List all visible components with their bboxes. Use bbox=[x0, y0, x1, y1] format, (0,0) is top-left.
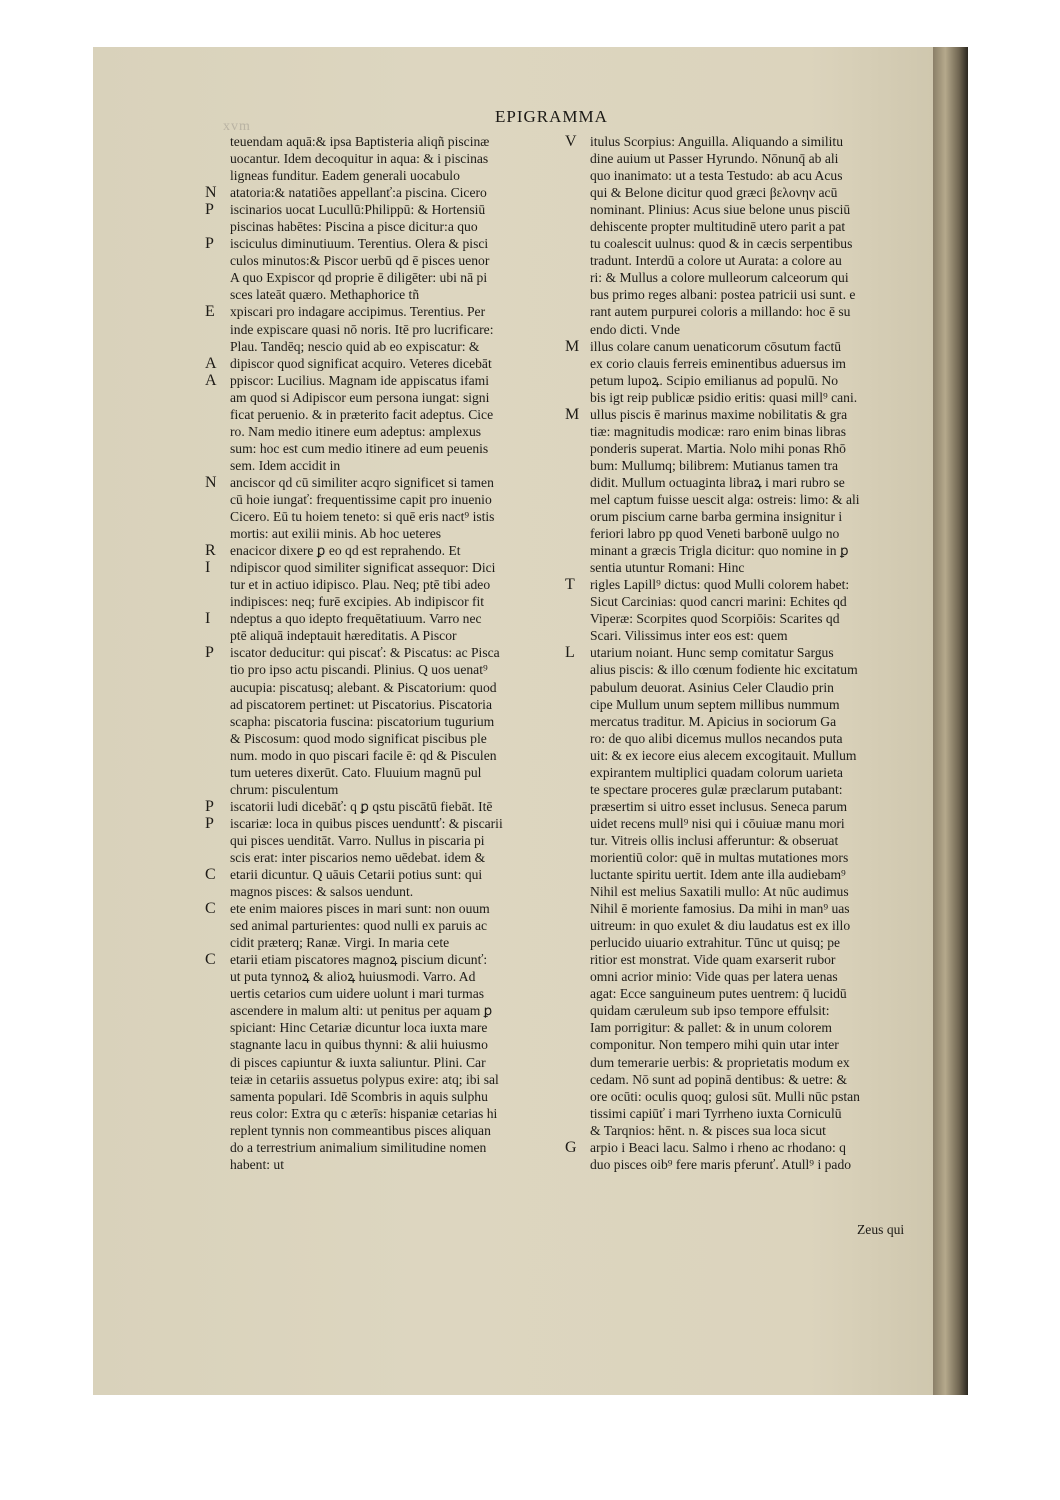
text-line bbox=[205, 713, 565, 730]
line-text: endo dicti. Vnde bbox=[590, 321, 680, 337]
text-line bbox=[205, 781, 565, 798]
text-line bbox=[565, 713, 930, 730]
line-text: tu coalescit uulnus: quod & in cæcis serpentibus bbox=[590, 236, 853, 252]
line-text: rant autem purpurei coloris a millando: hoc ē su bbox=[590, 304, 851, 320]
text-line bbox=[205, 1002, 565, 1019]
text-line bbox=[205, 883, 565, 900]
text-line bbox=[565, 321, 930, 338]
line-text: ritior est monstrat. Vide quam exarserit rubor bbox=[590, 952, 836, 968]
text-line bbox=[205, 235, 565, 252]
text-line bbox=[205, 252, 565, 269]
line-text: do a terrestrium animalium similitudine nomen bbox=[230, 1139, 487, 1155]
line-text: mortis: aut exilii minis. Ab hoc ueteres bbox=[230, 526, 442, 542]
text-line bbox=[205, 832, 565, 849]
line-text: dine auium ut Passer Hyrundo. Nōnunq̄ ab ali bbox=[590, 151, 839, 167]
initial-letter: E bbox=[205, 303, 215, 321]
line-text: stagnante lacu in quibus thynni: & alii huiusmo bbox=[230, 1037, 488, 1053]
line-text: ppiscor: Lucilius. Magnam ide appiscatus ifami bbox=[230, 372, 489, 388]
line-text: uit: & ex iecore eius alecem excogitauit. Mullum bbox=[590, 747, 857, 763]
text-line bbox=[205, 696, 565, 713]
text-line bbox=[565, 389, 930, 406]
initial-letter: M bbox=[565, 337, 580, 355]
initial-letter: C bbox=[205, 866, 216, 884]
line-text: utarium noiant. Hunc semp comitatur Sargus bbox=[590, 645, 834, 661]
text-line bbox=[565, 985, 930, 1002]
line-text: piscinas habētes: Piscina a pisce dicitur:a quo bbox=[230, 219, 478, 235]
text-line bbox=[565, 764, 930, 781]
line-text: dehiscente propter multitudinē utero parit a pat bbox=[590, 219, 846, 235]
initial-letter: M bbox=[565, 405, 580, 423]
text-line bbox=[565, 167, 930, 184]
line-text: præsertim si uitro esset inclusus. Seneca parum bbox=[590, 798, 848, 814]
initial-letter: I bbox=[205, 559, 211, 577]
initial-letter: A bbox=[205, 371, 217, 389]
line-text: ponderis superat. Martia. Nolo mihi ponas Rhō bbox=[590, 440, 846, 456]
text-line bbox=[565, 184, 930, 201]
line-text: iscariæ: loca in quibus pisces uenduntť: & piscarii bbox=[230, 815, 503, 831]
text-line bbox=[205, 644, 565, 661]
line-text: sum: hoc est cum medio itinere ad eum peuenis bbox=[230, 440, 489, 456]
line-text: am quod si Adipiscor eum persona iungat: signi bbox=[230, 389, 490, 405]
line-text: duo pisces oib⁹ fere maris pferunť. Atull⁹ i pado bbox=[590, 1156, 852, 1172]
line-text: tur et in actiuo idipisco. Plau. Neq; ptē tibi adeo bbox=[230, 577, 491, 593]
line-text: tissimi capiūť i mari Tyrrheno iuxta Corniculū bbox=[590, 1105, 842, 1121]
line-text: teiæ in cetariis assuetus polypus exire: atq; ibi sal bbox=[230, 1071, 499, 1087]
text-line bbox=[205, 951, 565, 968]
line-text: aucupia: piscatusq; alebant. & Piscatorium: quod bbox=[230, 679, 497, 695]
line-text: magnos pisces: & salsos uendunt. bbox=[230, 884, 414, 900]
text-line bbox=[205, 321, 565, 338]
line-text: uidet recens mull⁹ nisi qui i cōuiuæ manu mori bbox=[590, 815, 845, 831]
text-line bbox=[205, 457, 565, 474]
line-text: num. modo in quo piscari facile ē: qd & Pisculen bbox=[230, 747, 497, 763]
text-line bbox=[565, 338, 930, 355]
initial-letter: N bbox=[205, 184, 217, 202]
line-text: uertis cetarios cum uidere uolunt i mari turmas bbox=[230, 986, 485, 1002]
initial-letter: N bbox=[205, 473, 217, 491]
line-text: agat: Ecce sanguineum putes uentrem: q̄ lucidū bbox=[590, 986, 847, 1002]
line-text: Iam porrigitur: & pallet: & in unum colorem bbox=[590, 1020, 832, 1036]
initial-letter: P bbox=[205, 644, 214, 662]
text-line bbox=[565, 832, 930, 849]
text-line bbox=[565, 303, 930, 320]
text-line bbox=[205, 372, 565, 389]
text-line bbox=[205, 355, 565, 372]
line-text: spiciant: Hinc Cetariæ dicuntur loca iuxta mare bbox=[230, 1020, 488, 1036]
text-line bbox=[205, 525, 565, 542]
text-line bbox=[205, 985, 565, 1002]
line-text: anciscor qd cū similiter acqro significet si tamen bbox=[230, 474, 494, 490]
line-text: dipiscor quod significat acquiro. Veteres dicebāt bbox=[230, 355, 492, 371]
line-text: tio pro ipso actu piscandi. Plinius. Q uos uenat⁹ bbox=[230, 662, 488, 678]
text-line bbox=[565, 269, 930, 286]
text-line bbox=[565, 679, 930, 696]
text-line bbox=[565, 252, 930, 269]
text-line bbox=[205, 423, 565, 440]
initial-letter: I bbox=[205, 610, 211, 628]
text-line bbox=[205, 167, 565, 184]
scanned-page-frame bbox=[93, 47, 968, 1395]
text-line bbox=[205, 440, 565, 457]
text-line bbox=[565, 1054, 930, 1071]
line-text: ete enim maiores pisces in mari sunt: non ouum bbox=[230, 901, 490, 917]
line-text: minant a græcis Trigla dicitur: quo nomine in ꝑ bbox=[590, 543, 849, 559]
text-line bbox=[565, 627, 930, 644]
left-text-column bbox=[205, 133, 565, 1173]
text-line bbox=[205, 917, 565, 934]
text-line bbox=[565, 1036, 930, 1053]
text-line bbox=[205, 201, 565, 218]
running-header: EPIGRAMMA bbox=[495, 107, 608, 126]
text-line bbox=[205, 269, 565, 286]
catchword: Zeus qui bbox=[857, 1222, 905, 1237]
text-line bbox=[565, 508, 930, 525]
text-line bbox=[205, 338, 565, 355]
text-line bbox=[565, 355, 930, 372]
line-text: cedam. Nō sunt ad popinā dentibus: & uetre: & bbox=[590, 1071, 848, 1087]
line-text: ri: & Mullus a colore mulleorum calceorum qui bbox=[590, 270, 849, 286]
text-line bbox=[205, 474, 565, 491]
line-text: di pisces capiuntur & iuxta saliuntur. Plini. Car bbox=[230, 1054, 486, 1070]
text-line bbox=[205, 1156, 565, 1173]
line-text: samenta populari. Idē Scombris in aquis sulphu bbox=[230, 1088, 488, 1104]
text-line bbox=[205, 542, 565, 559]
text-line bbox=[565, 798, 930, 815]
text-line bbox=[205, 934, 565, 951]
line-text: ut puta tynnoꝝ & alioꝝ huiusmodi. Varro. Ad bbox=[230, 969, 476, 985]
line-text: tur. Vitreis ollis inclusi afferuntur: & obseruat bbox=[590, 832, 839, 848]
line-text: isciculus diminutiuum. Terentius. Olera & pisci bbox=[230, 236, 489, 252]
line-text: habent: ut bbox=[230, 1156, 284, 1172]
text-line bbox=[205, 286, 565, 303]
line-text: mercatus traditur. M. Apicius in sociorum Ga bbox=[590, 713, 837, 729]
line-text: qui pisces uenditāt. Varro. Nullus in piscaria pi bbox=[230, 832, 485, 848]
text-line bbox=[565, 730, 930, 747]
line-text: ndipiscor quod similiter significat assequor: Dici bbox=[230, 560, 496, 576]
text-line bbox=[565, 1088, 930, 1105]
line-text: uocantur. Idem decoquitur in aqua: & i piscinas bbox=[230, 151, 489, 167]
text-line bbox=[565, 661, 930, 678]
text-line bbox=[565, 610, 930, 627]
line-text: Sicut Carcinias: quod cancri marini: Echites qd bbox=[590, 594, 847, 610]
text-line bbox=[565, 849, 930, 866]
text-line bbox=[565, 150, 930, 167]
text-line bbox=[565, 491, 930, 508]
line-text: didit. Mullum octuaginta libraꝝ i mari rubro se bbox=[590, 474, 845, 490]
text-line bbox=[205, 610, 565, 627]
line-text: ascendere in malum alti: ut penitus per aquam ꝑ bbox=[230, 1003, 493, 1019]
line-text: ex corio clauis ferreis eminentibus aduersus im bbox=[590, 355, 846, 371]
text-line bbox=[205, 184, 565, 201]
text-line bbox=[205, 627, 565, 644]
faint-folio-mark: xvm bbox=[223, 119, 251, 134]
text-line bbox=[565, 576, 930, 593]
line-text: uitreum: in quo exulet & diu laudatus est ex illo bbox=[590, 918, 851, 934]
text-line bbox=[565, 934, 930, 951]
line-text: tradunt. Interdū a colore ut Aurata: a colore au bbox=[590, 253, 842, 269]
text-line bbox=[565, 696, 930, 713]
text-line bbox=[565, 1002, 930, 1019]
text-line bbox=[565, 917, 930, 934]
text-line bbox=[565, 1019, 930, 1036]
line-text: arpio i Beaci lacu. Salmo i rheno ac rhodano: q bbox=[590, 1139, 846, 1155]
text-line bbox=[565, 440, 930, 457]
line-text: replent tynnis non commeantibus pisces aliquan bbox=[230, 1122, 491, 1138]
text-line bbox=[565, 951, 930, 968]
line-text: scapha: piscatoria fuscina: piscatorium tugurium bbox=[230, 713, 495, 729]
line-text: inde expiscare quasi nō noris. Itē pro lucrificare: bbox=[230, 321, 494, 337]
line-text: Nihil ē moriente famosius. Da mihi in man⁹ uas bbox=[590, 901, 850, 917]
text-line bbox=[565, 1122, 930, 1139]
line-text: tum ueteres dixerūt. Cato. Fluuium magnū pul bbox=[230, 764, 482, 780]
line-text: sed animal parturientes: quod nulli ex paruis ac bbox=[230, 918, 488, 934]
text-line bbox=[565, 866, 930, 883]
line-text: atatoria:& natatiões appellanť:a piscina. Cicero bbox=[230, 185, 487, 201]
line-text: pabulum deuorat. Asinius Celer Claudio prin bbox=[590, 679, 834, 695]
text-line bbox=[205, 1105, 565, 1122]
initial-letter: P bbox=[205, 201, 214, 219]
line-text: iscator deducitur: qui piscať: & Piscatus: ac Pisca bbox=[230, 645, 500, 661]
initial-letter: G bbox=[565, 1138, 577, 1156]
text-line bbox=[565, 133, 930, 150]
text-line bbox=[205, 764, 565, 781]
text-line bbox=[565, 1139, 930, 1156]
text-line bbox=[205, 491, 565, 508]
line-text: etarii etiam piscatores magnoꝝ piscium dicunť: bbox=[230, 952, 488, 968]
text-line bbox=[205, 150, 565, 167]
text-line bbox=[565, 542, 930, 559]
initial-letter: P bbox=[205, 797, 214, 815]
initial-letter: A bbox=[205, 354, 217, 372]
line-text: ro: de quo alibi dicemus mullos necandos puta bbox=[590, 730, 843, 746]
initial-letter: T bbox=[565, 576, 575, 594]
text-line bbox=[565, 1071, 930, 1088]
book-gutter-edge bbox=[933, 47, 968, 1395]
line-text: Scari. Vilissimus inter eos est: quem bbox=[590, 628, 788, 644]
text-line bbox=[565, 900, 930, 917]
text-line bbox=[565, 525, 930, 542]
text-line bbox=[205, 1088, 565, 1105]
line-text: bus primo reges albani: postea patricii usi sunt. e bbox=[590, 287, 856, 303]
line-text: orum piscium carne barba germina insignitur i bbox=[590, 509, 843, 525]
line-text: itulus Scorpius: Anguilla. Aliquando a similitu bbox=[590, 134, 843, 149]
line-text: ad piscatorem pertinet: ut Piscatorius. Piscatoria bbox=[230, 696, 492, 712]
line-text: reus color: Extra qu c æterīs: hispaniæ cetarias hi bbox=[230, 1105, 498, 1121]
text-line bbox=[205, 1122, 565, 1139]
text-line bbox=[565, 457, 930, 474]
line-text: scis erat: inter piscarios nemo uēdebat. idem & bbox=[230, 849, 486, 865]
line-text: morientiū color: quē in multas mutationes mors bbox=[590, 849, 849, 865]
text-line bbox=[205, 1019, 565, 1036]
line-text: dum temerarie uerbis: & proprietatis modum ex bbox=[590, 1054, 850, 1070]
line-text: alius piscis: & illo cœnum fodiente hic excitatum bbox=[590, 662, 858, 678]
line-text: Viperæ: Scorpites quod Scorpiōis: Scarites qd bbox=[590, 611, 840, 627]
line-text: quo inanimato: ut a testa Testudo: ab acu Acus bbox=[590, 168, 843, 184]
text-line bbox=[205, 730, 565, 747]
line-text: ptē aliquā indeptauit hæreditatis. A Piscor bbox=[230, 628, 457, 644]
text-line bbox=[565, 747, 930, 764]
initial-letter: P bbox=[205, 235, 214, 253]
line-text: etarii dicuntur. Q uāuis Cetarii potius sunt: qui bbox=[230, 867, 483, 883]
text-line bbox=[205, 798, 565, 815]
text-line bbox=[565, 235, 930, 252]
text-line bbox=[565, 423, 930, 440]
text-line bbox=[565, 286, 930, 303]
text-line bbox=[205, 968, 565, 985]
line-text: & Tarqnios: hēnt. n. & pisces sua loca sicut bbox=[590, 1122, 826, 1138]
text-line bbox=[565, 474, 930, 491]
text-line bbox=[565, 1156, 930, 1173]
text-line bbox=[205, 508, 565, 525]
line-text: Nihil est melius Saxatili mullo: At nūc audimus bbox=[590, 884, 849, 900]
text-line bbox=[565, 593, 930, 610]
text-line bbox=[205, 303, 565, 320]
line-text: qui & Belone dicitur quod græci βελονην acū bbox=[590, 185, 838, 201]
right-text-column bbox=[565, 133, 930, 1173]
text-line bbox=[565, 559, 930, 576]
line-text: petum lupoꝝ. Scipio emilianus ad populū. No bbox=[590, 372, 838, 388]
line-text: te spectare proceres gulæ præclarum putabant: bbox=[590, 781, 843, 797]
line-text: bis igt reip publicæ psidio eritis: quasi mill⁹ cani. bbox=[590, 389, 858, 405]
text-line bbox=[205, 661, 565, 678]
line-text: mel captum fuisse uescit alga: ostreis: limo: & ali bbox=[590, 491, 860, 507]
line-text: omni acrior minio: Vide quas per latera uenas bbox=[590, 969, 838, 985]
line-text: luctante spiritu uertit. Idem ante illa audiebam⁹ bbox=[590, 867, 846, 883]
text-line bbox=[205, 1054, 565, 1071]
line-text: & Piscosum: quod modo significat piscibus ple bbox=[230, 730, 487, 746]
line-text: A quo Expiscor qd proprie ē diligēter: ubi nā pi bbox=[230, 270, 488, 286]
line-text: iscinarios uocat Lucullū:Philippū: & Hortensiū bbox=[230, 202, 486, 218]
text-line bbox=[565, 644, 930, 661]
text-line bbox=[205, 1036, 565, 1053]
line-text: ullus piscis ē marinus maxime nobilitatis & gra bbox=[590, 406, 848, 422]
text-line bbox=[565, 883, 930, 900]
line-text: componitur. Non tempero mihi quin utar inter bbox=[590, 1037, 839, 1053]
text-line bbox=[205, 389, 565, 406]
line-text: Plau. Tandēq; nescio quid ab eo expiscatur: & bbox=[230, 338, 480, 354]
text-line bbox=[205, 593, 565, 610]
line-text: cipe Mullum unum septem millibus nummum bbox=[590, 696, 840, 712]
line-text: cū hoie iungať: frequentissime capit pro inuenio bbox=[230, 491, 492, 507]
initial-letter: C bbox=[205, 951, 216, 969]
text-line bbox=[565, 372, 930, 389]
initial-letter: R bbox=[205, 542, 216, 560]
line-text: illus colare canum uenaticorum cōsutum factū bbox=[590, 338, 842, 354]
line-text: bum: Mullumq; bilibrem: Mutianus tamen tra bbox=[590, 457, 839, 473]
text-line bbox=[205, 747, 565, 764]
line-text: xpiscari pro indagare accipimus. Terentius. Per bbox=[230, 304, 486, 320]
line-text: nominant. Plinius: Acus siue belone unus pisciū bbox=[590, 202, 851, 218]
text-line bbox=[205, 900, 565, 917]
line-text: expirantem multiplici quadam colorum uarieta bbox=[590, 764, 843, 780]
text-line bbox=[205, 406, 565, 423]
text-line bbox=[565, 815, 930, 832]
line-text: sem. Idem accidit in bbox=[230, 457, 341, 473]
line-text: chrum: pisculentum bbox=[230, 781, 339, 797]
initial-letter: L bbox=[565, 644, 575, 662]
line-text: iscatorii ludi dicebāť: q ꝑ qstu piscātū fiebāt. Itē bbox=[230, 798, 493, 814]
line-text: Cicero. Eū tu hoiem teneto: si quē eris nact⁹ istis bbox=[230, 509, 495, 525]
line-text: culos minutos:& Piscor uerbū qd ē pisces uenor bbox=[230, 253, 490, 269]
line-text: quidam cæruleum sub ipso tempore effulsit: bbox=[590, 1003, 830, 1019]
line-text: cidit præterq; Ranæ. Virgi. In maria cete bbox=[230, 935, 450, 951]
line-text: indipisces: neq; furē excipies. Ab indipiscor fit bbox=[230, 594, 485, 610]
text-line bbox=[205, 1139, 565, 1156]
initial-letter: V bbox=[565, 133, 577, 150]
text-line bbox=[205, 218, 565, 235]
line-text: tiæ: magnitudis modicæ: raro enim binas libras bbox=[590, 423, 846, 439]
line-text: sentia utuntur Romani: Hinc bbox=[590, 560, 745, 576]
text-line bbox=[565, 406, 930, 423]
text-line bbox=[205, 679, 565, 696]
initial-letter: P bbox=[205, 814, 214, 832]
text-line bbox=[205, 1071, 565, 1088]
line-text: perlucido uiuario extrahitur. Tūnc ut quisq; pe bbox=[590, 935, 841, 951]
text-line bbox=[205, 815, 565, 832]
text-line bbox=[205, 849, 565, 866]
text-line bbox=[565, 968, 930, 985]
text-line bbox=[565, 781, 930, 798]
line-text: sces lateāt quæro. Methaphorice tñ bbox=[230, 287, 420, 303]
line-text: feriori labro pp quod Veneti barbonē uulgo no bbox=[590, 526, 840, 542]
text-line bbox=[565, 201, 930, 218]
line-text: ro. Nam medio itinere eum adeptus: amplexus bbox=[230, 423, 482, 439]
line-text: ndeptus a quo idepto frequētatiuum. Varro nec bbox=[230, 611, 482, 627]
book-page bbox=[93, 47, 933, 1395]
text-line bbox=[565, 218, 930, 235]
text-line bbox=[205, 866, 565, 883]
text-line bbox=[205, 559, 565, 576]
initial-letter: C bbox=[205, 900, 216, 918]
text-line bbox=[205, 133, 565, 150]
line-text: teuendam aquā:& ipsa Baptisteria aliqñ piscinæ bbox=[230, 134, 490, 149]
line-text: ligneas funditur. Eadem generali uocabulo bbox=[230, 168, 460, 184]
line-text: enacicor dixere ꝑ eo qd est reprahendo. Et bbox=[230, 543, 461, 559]
line-text: ficat peruenio. & in præterito facit adeptus. Cice bbox=[230, 406, 494, 422]
line-text: ore ocūti: oculis quoq; gulosi sūt. Mulli nūc pstan bbox=[590, 1088, 860, 1104]
text-line bbox=[565, 1105, 930, 1122]
text-line bbox=[205, 576, 565, 593]
line-text: rigles Lapill⁹ dictus: quod Mulli colorem habet: bbox=[590, 577, 850, 593]
